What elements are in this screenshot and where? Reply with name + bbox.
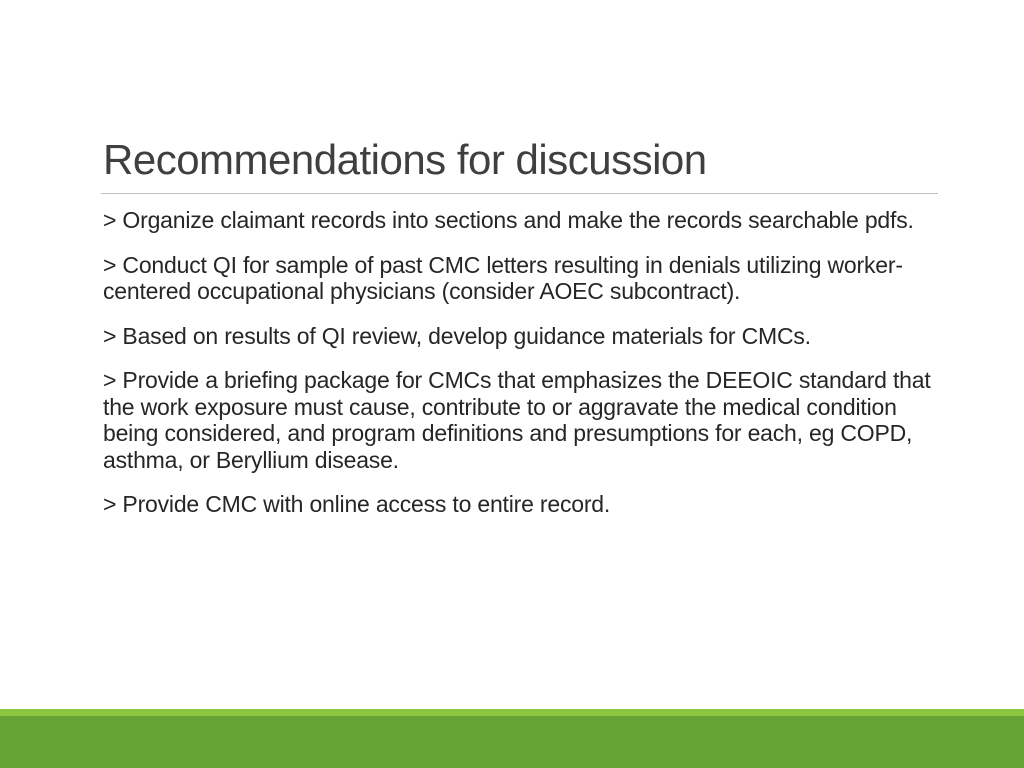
recommendation-paragraph: > Based on results of QI review, develop guidance materials for CMCs. (103, 322, 811, 349)
recommendation-paragraph: > Organize claimant records into sections and make the records searchable pdfs. (103, 207, 914, 233)
footer-accent-line (0, 709, 1024, 716)
slide-body (103, 207, 933, 536)
footer-accent-bar (0, 716, 1024, 768)
recommendation-paragraph: > Provide a briefing package for CMCs that emphasizes the DEEOIC standard that the work exposure must cause, contribute to or aggravate the medical condition being considered, and program definitions and presumptions for each, eg COPD, asthma, or Beryllium disease. (103, 367, 931, 473)
recommendation-paragraph: > Conduct QI for sample of past CMC letters resulting in denials utilizing worker-centered occupational physicians (consider AOEC subcontract). (103, 251, 903, 304)
title-divider (101, 193, 938, 194)
slide-title: Recommendations for discussion (103, 136, 707, 183)
recommendation-paragraph: > Provide CMC with online access to entire record. (103, 491, 611, 517)
